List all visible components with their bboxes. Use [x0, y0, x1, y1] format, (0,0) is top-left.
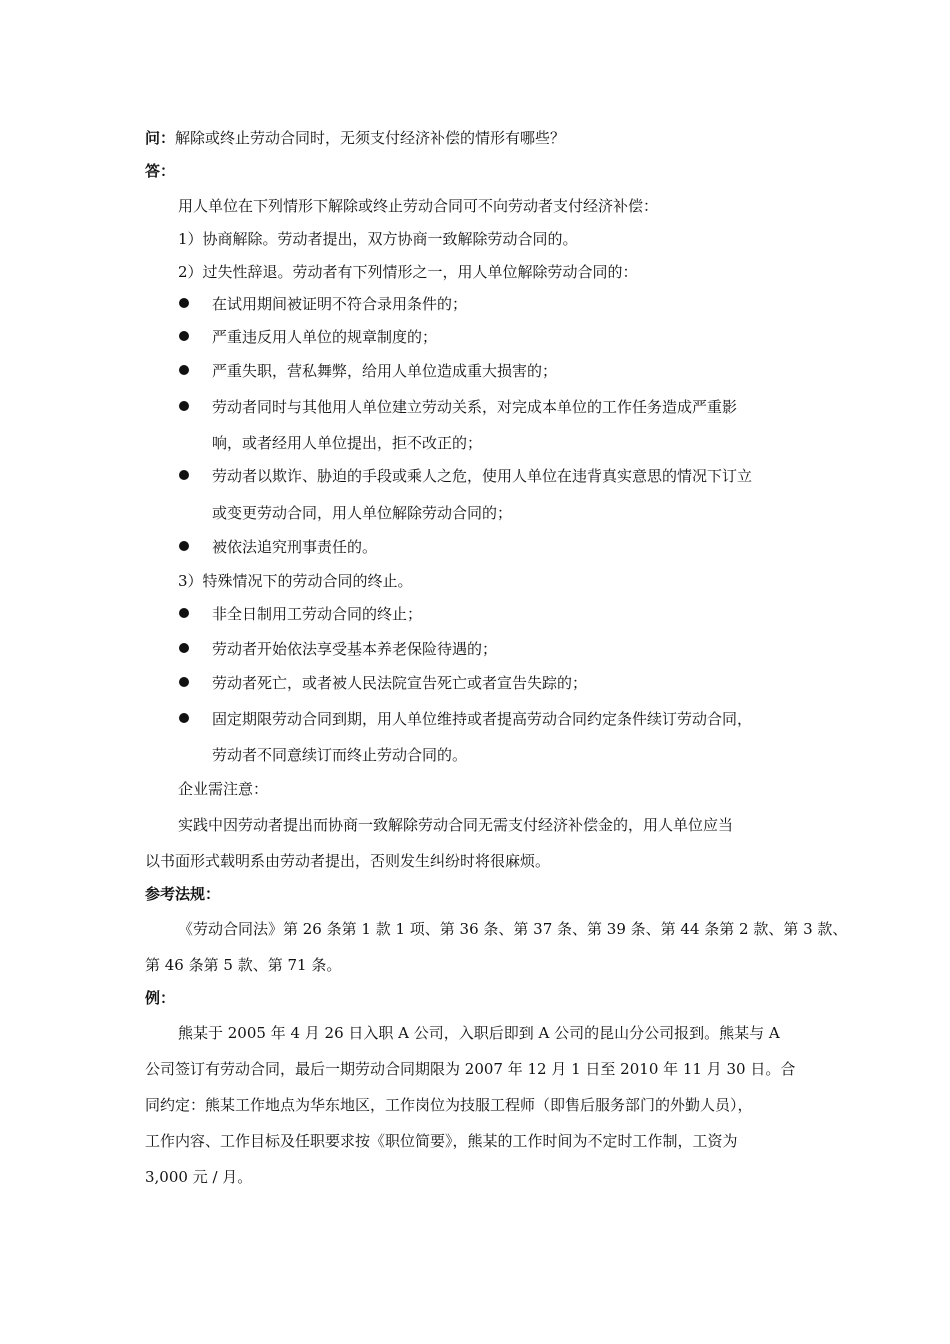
note-line: 以书面形式载明系由劳动者提出，否则发生纠纷时将很麻烦。: [145, 852, 551, 870]
bullet-text: 在试用期间被证明不符合录用条件的；: [212, 295, 468, 313]
bullet-text: 严重失职，营私舞弊，给用人单位造成重大损害的；: [212, 362, 558, 380]
bullet-text: 劳动者以欺诈、胁迫的手段或乘人之危，使用人单位在违背真实意思的情况下订立: [212, 467, 753, 485]
bullet-text: 严重违反用人单位的规章制度的；: [212, 328, 438, 346]
bullet-text-continued: 劳动者不同意续订而终止劳动合同的。: [212, 746, 468, 764]
question-line: [145, 128, 565, 148]
bullet-text: 劳动者同时与其他用人单位建立劳动关系，对完成本单位的工作任务造成严重影: [212, 398, 738, 416]
answer-item-3: 3）特殊情况下的劳动合同的终止。: [178, 572, 413, 590]
answer-intro: 用人单位在下列情形下解除或终止劳动合同可不向劳动者支付经济补偿：: [178, 197, 659, 215]
bullet-text: 非全日制用工劳动合同的终止；: [212, 605, 423, 623]
bullet-icon: [179, 541, 189, 551]
question-text: 解除或终止劳动合同时，无须支付经济补偿的情形有哪些？: [175, 129, 566, 147]
example-line: 工作内容、工作目标及任职要求按《职位简要》，熊某的工作时间为不定时工作制，工资为: [145, 1132, 738, 1150]
answer-item-2: 2）过失性辞退。劳动者有下列情形之一，用人单位解除劳动合同的：: [178, 263, 638, 281]
bullet-icon: [179, 713, 189, 723]
bullet-icon: [179, 677, 189, 687]
example-line: 同约定：熊某工作地点为华东地区，工作岗位为技服工程师（即售后服务部门的外勤人员），: [145, 1096, 753, 1114]
bullet-text: 劳动者开始依法享受基本养老保险待遇的；: [212, 640, 498, 658]
example-line: 3,000 元 / 月。: [145, 1168, 253, 1186]
bullet-text-continued: 或变更劳动合同，用人单位解除劳动合同的；: [212, 504, 513, 522]
bullet-text: 劳动者死亡，或者被人民法院宣告死亡或者宣告失踪的；: [212, 674, 588, 692]
example-line: 熊某于 2005 年 4 月 26 日入职 A 公司，入职后即到 A 公司的昆山分公司报到。熊某与 A: [178, 1024, 780, 1042]
bullet-icon: [179, 608, 189, 618]
answer-label: 答：: [145, 162, 176, 180]
bullet-text-continued: 响，或者经用人单位提出，拒不改正的；: [212, 434, 483, 452]
note-line: 实践中因劳动者提出而协商一致解除劳动合同无需支付经济补偿金的，用人单位应当: [178, 816, 734, 834]
bullet-icon: [179, 470, 189, 480]
references-line: 《劳动合同法》第 26 条第 1 款 1 项、第 36 条、第 37 条、第 39 条、第 44 条第 2 款、第 3 款、: [178, 920, 848, 938]
bullet-icon: [179, 401, 189, 411]
answer-item-1: 1）协商解除。劳动者提出，双方协商一致解除劳动合同的。: [178, 230, 578, 248]
bullet-icon: [179, 331, 189, 341]
references-label: 参考法规：: [145, 885, 221, 903]
example-line: 公司签订有劳动合同，最后一期劳动合同期限为 2007 年 12 月 1 日至 2010 年 11 月 30 日。合: [145, 1060, 796, 1078]
example-label: 例：: [145, 989, 176, 1007]
bullet-text: 固定期限劳动合同到期，用人单位维持或者提高劳动合同约定条件续订劳动合同，: [212, 710, 753, 728]
bullet-icon: [179, 365, 189, 375]
references-line: 第 46 条第 5 款、第 71 条。: [145, 956, 342, 974]
note-label: 企业需注意：: [178, 780, 269, 798]
bullet-icon: [179, 643, 189, 653]
question-label: 问：: [145, 129, 176, 147]
bullet-icon: [179, 298, 189, 308]
bullet-text: 被依法追究刑事责任的。: [212, 538, 378, 556]
